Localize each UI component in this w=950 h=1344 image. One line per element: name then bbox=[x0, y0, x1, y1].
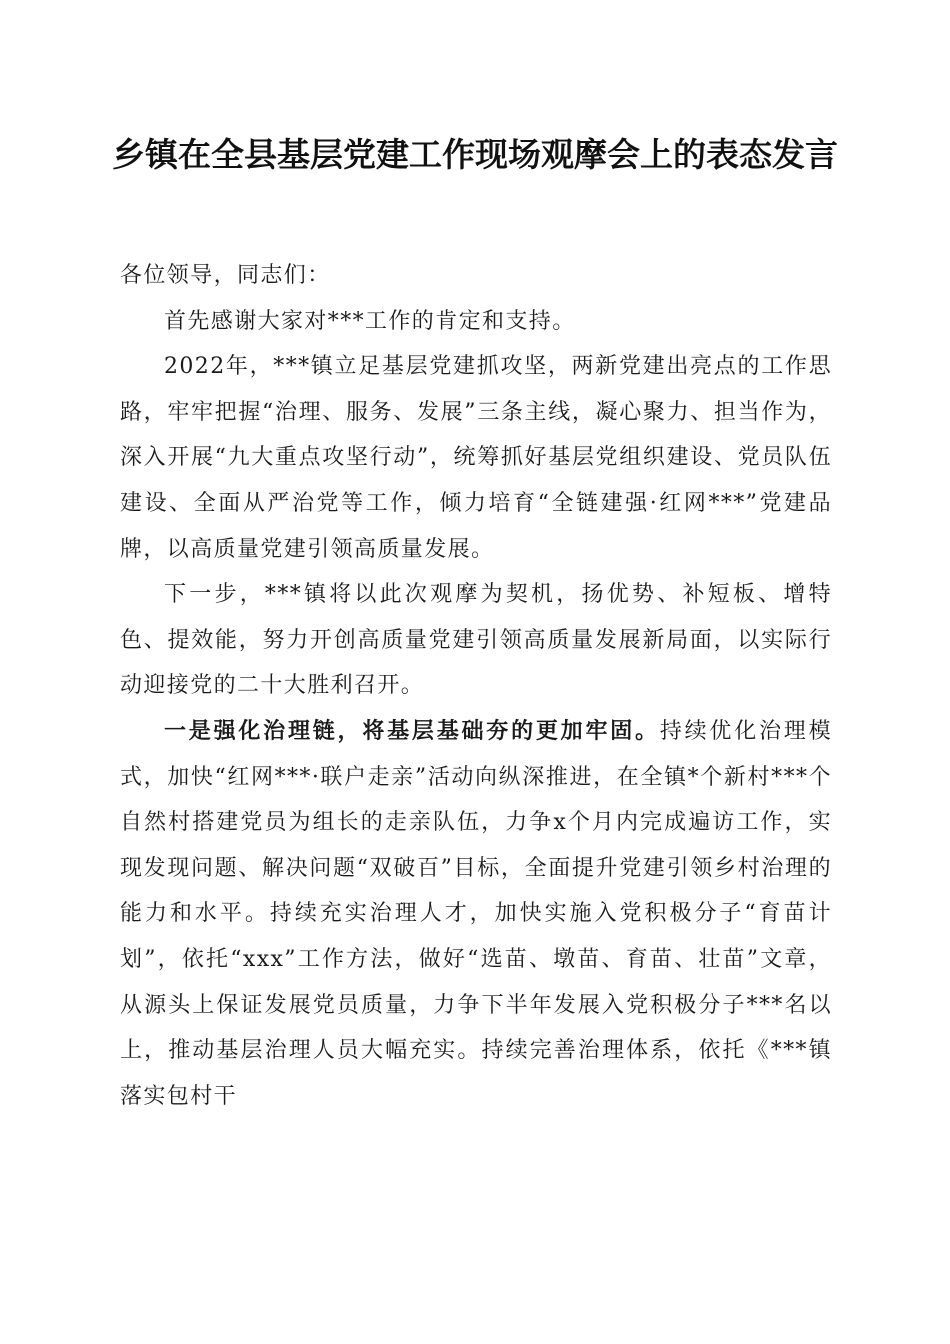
paragraph-next-step: 下一步，***镇将以此次观摩为契机，扬优势、补短板、增特色、提效能，努力开创高质量党建引领高质量发展新局面，以实际行动迎接党的二十大胜利召开。 bbox=[120, 582, 832, 699]
document-body bbox=[120, 253, 832, 1119]
paragraph-2022-summary: 2022年，***镇立足基层党建抓攻坚，两新党建出亮点的工作思路，牢牢把握“治理、服务、发展”三条主线，凝心聚力、担当作为，深入开展“九大重点攻坚行动”，统筹抓好基层党组织建设、党员队伍建设、全面从严治党等工作，倾力培育“全链建强·红网***”党建品牌，以高质量党建引领高质量发展。 bbox=[120, 354, 832, 562]
section-one-lead: 一是强化治理链，将基层基础夯的更加牢固。 bbox=[164, 717, 660, 744]
paragraph-section-one bbox=[120, 709, 832, 1119]
document-title: 乡镇在全县基层党建工作现场观摩会上的表态发言 bbox=[112, 135, 838, 174]
section-one-text: 持续优化治理模式，加快“红网***·联户走亲”活动向纵深推进，在全镇*个新村***个自然村搭建党员为组长的走亲队伍，力争x个月内完成遍访工作，实现发现问题、解决问题“双破百”目标，全面提升党建引领乡村治理的能力和水平。持续充实治理人才，加快实施入党积极分子“育苗计划”，依托“xxx”工作方法，做好“选苗、墩苗、育苗、壮苗”文章，从源头上保证发展党员质量，力争下半年发展入党积极分子***名以上，推动基层治理人员大幅充实。持续完善治理体系，依托《***镇落实包村干 bbox=[120, 718, 832, 1109]
salutation: 各位领导，同志们： bbox=[120, 263, 331, 288]
paragraph-thanks: 首先感谢大家对***工作的肯定和支持。 bbox=[164, 308, 576, 334]
